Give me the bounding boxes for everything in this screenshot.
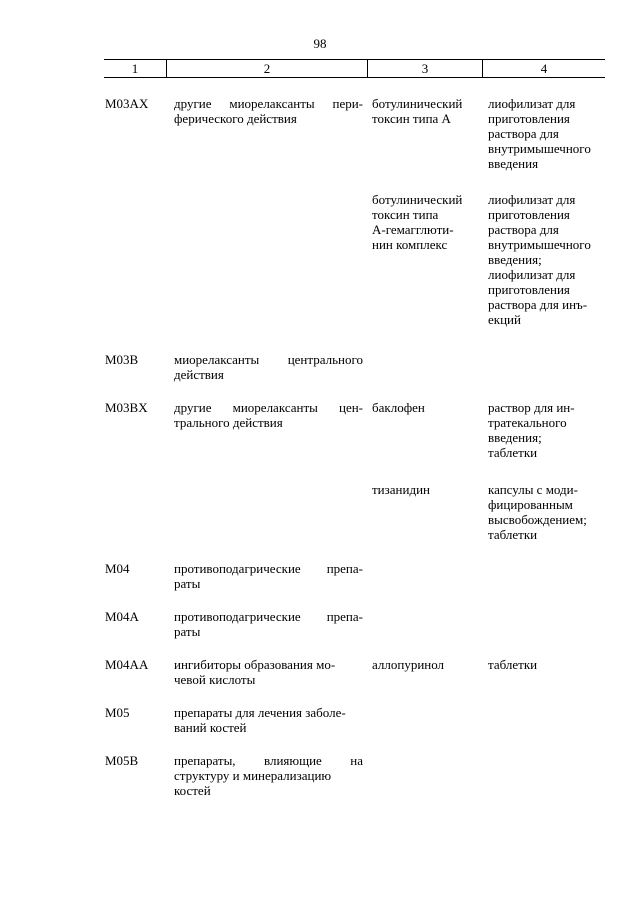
dosage-form-line: фицированным [488,497,573,512]
anatomical-group-line [174,609,363,624]
dosage-form-line: введения [488,156,539,171]
medicine-name-line: токсин типа А [372,111,451,126]
dosage-form-line: лиофилизат для [488,96,576,111]
dosage-form-line: внутримышечного [488,141,591,156]
anatomical-group-line [174,96,363,111]
dosage-form-line: раствора для [488,126,559,141]
anatomical-group [174,609,363,639]
column-header-1: 1 [104,60,167,78]
dosage-form-line: таблетки [488,657,538,672]
anatomical-group [174,705,363,735]
anatomical-group-word: другие [174,96,212,111]
medicine-name-line: баклофен [372,400,425,415]
column-header-row [104,59,605,78]
anatomical-group-word: препа- [326,561,363,576]
anatomical-group [174,352,363,382]
anatomical-group-line: действия [174,367,224,382]
dosage-form-line: таблетки [488,527,538,542]
dosage-form-line: лиофилизат для [488,192,576,207]
anatomical-group-line [174,352,363,367]
anatomical-group-word: миорелаксанты [232,400,318,415]
atc-code: M05 [105,705,130,720]
anatomical-group-line [174,400,363,415]
anatomical-group [174,753,363,798]
dosage-form [488,482,600,542]
anatomical-group [174,561,363,591]
dosage-form-line: раствор для ин- [488,400,575,415]
dosage-form-line: таблетки [488,445,538,460]
atc-code: M03AX [105,96,149,111]
anatomical-group-line: чевой кислоты [174,672,256,687]
anatomical-group-word: миорелаксанты [174,352,260,367]
dosage-form-line: высвобождением; [488,512,587,527]
dosage-form-line: внутримышечного [488,237,591,252]
dosage-form [488,96,600,171]
dosage-form [488,657,600,672]
anatomical-group-line: ваний костей [174,720,247,735]
dosage-form-line: приготовления [488,207,570,222]
dosage-form-line: приготовления [488,282,570,297]
dosage-form-line: раствора для инъ- [488,297,588,312]
anatomical-group-word: противоподагрические [174,561,301,576]
atc-code: M05B [105,753,139,768]
anatomical-group-line: ингибиторы образования мо- [174,657,336,672]
medicine-name-line: аллопуринол [372,657,445,672]
dosage-form-line: лиофилизат для [488,267,576,282]
dosage-form-line: введения; [488,430,542,445]
anatomical-group [174,657,363,687]
anatomical-group-word: пери- [332,96,363,111]
anatomical-group-word: цен- [338,400,363,415]
medicine-name-line: ботулинический [372,96,463,111]
medicine-name-line: ботулинический [372,192,463,207]
anatomical-group-line: раты [174,624,201,639]
anatomical-group-line: ферического действия [174,111,297,126]
atc-code: M04A [105,609,139,624]
column-header-2: 2 [167,60,368,78]
atc-code: M03B [105,352,139,367]
anatomical-group-word: влияющие [263,753,322,768]
anatomical-group-line: структуру и минерализацию [174,768,332,783]
column-header-3: 3 [368,60,483,78]
anatomical-group-word: миорелаксанты [229,96,315,111]
medicine-name-line: тизанидин [372,482,430,497]
dosage-form-line: тратекального [488,415,567,430]
anatomical-group-word: на [350,753,363,768]
medicine-name-line: А-гемагглюти- [372,222,454,237]
medicine-name [372,400,473,415]
anatomical-group [174,400,363,430]
page-number: 98 [313,36,327,51]
anatomical-group-word: препа- [326,609,363,624]
dosage-form-line: введения; [488,252,542,267]
medicine-name-line: нин комплекс [372,237,448,252]
anatomical-group-word: другие [174,400,212,415]
dosage-form-line: приготовления [488,111,570,126]
anatomical-group-word: противоподагрические [174,609,301,624]
anatomical-group-line [174,561,363,576]
anatomical-group-line: раты [174,576,201,591]
anatomical-group-word: центрального [287,352,363,367]
column-header-4: 4 [483,60,606,78]
anatomical-group-line: трального действия [174,415,283,430]
dosage-form-line: раствора для [488,222,559,237]
dosage-form-line: капсулы с моди- [488,482,578,497]
anatomical-group-line: препараты для лечения заболе- [174,705,346,720]
dosage-form [488,400,600,460]
medicine-name [372,657,473,672]
medicine-name [372,192,473,252]
anatomical-group-word: препараты, [174,753,236,768]
medicine-name [372,482,473,497]
anatomical-group-line: костей [174,783,211,798]
atc-code: M03BX [105,400,148,415]
dosage-form [488,192,600,327]
atc-code: M04AA [105,657,149,672]
atc-code: M04 [105,561,130,576]
medicine-name-line: токсин типа [372,207,439,222]
medicine-name [372,96,473,126]
dosage-form-line: екций [488,312,521,327]
anatomical-group [174,96,363,126]
anatomical-group-line [174,753,363,768]
